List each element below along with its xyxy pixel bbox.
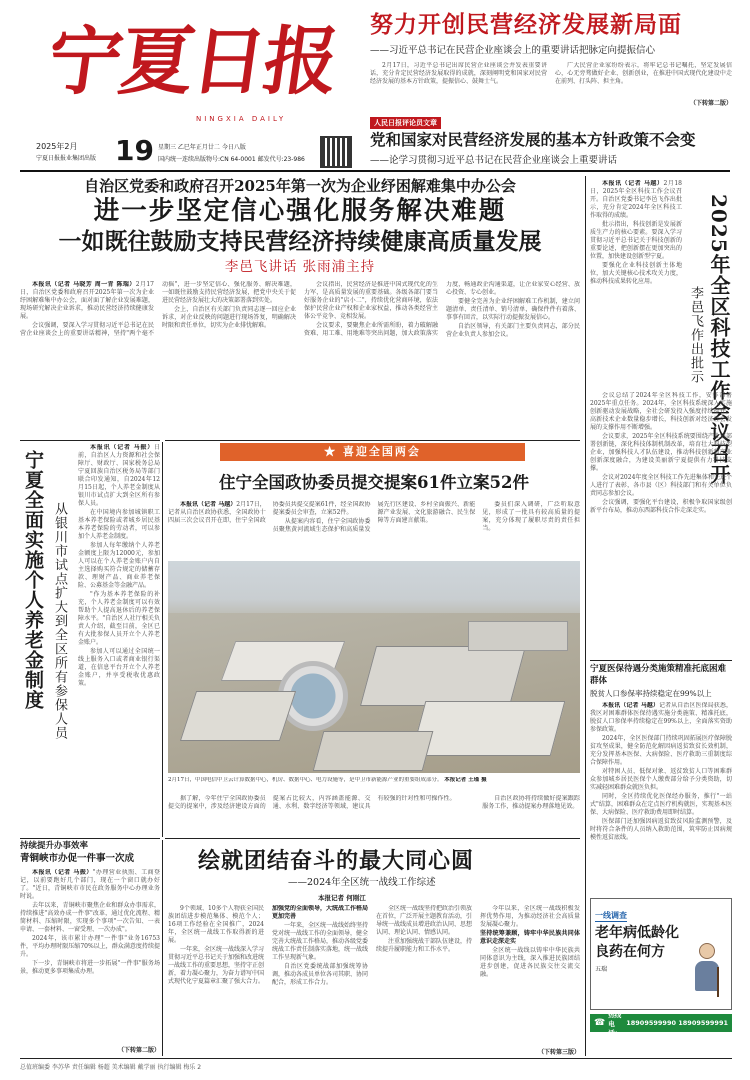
yinchuan-story[interactable] <box>20 840 160 1056</box>
cppcc-story[interactable] <box>168 443 580 836</box>
qr-code-icon[interactable] <box>320 136 352 168</box>
star-icon: ★ <box>324 445 343 458</box>
commentary-title: 党和国家对民营经济发展的基本方针政策不会变 <box>370 130 696 149</box>
cppcc-title: 住宁全国政协委员提交提案61件立案52件 <box>219 473 529 492</box>
lead-subtitle: ——习近平总书记在民营企业座谈会上的重要讲话把脉定向提振信心 <box>370 45 656 56</box>
main-body: 本报讯（记者 马晓芳 周一青 陈瑞）2月17日，自治区党委和政府召开2025年第一次为企业纾困解难集中办公会，面对面了解企业发展难题，现场研究解决企业诉求，推动民营经济持续健康发展。 会议强调，要深入学习贯彻习近平总书记在民营企业座谈会上的重要讲话精神，坚持"两个毫不动摇"，进一步坚定信心、强化服务、解决难题，一如既往鼓励支持民营经济发展，把党中央关于促进民营经济发展壮大的决策部署落到实处。 会上，自治区有关部门负责同志逐一回应企业诉求，对企业反映的问题进行现场答复，明确解决时限和责任单位，切实为企业排忧解难。 会议指出，民营经济是推进中国式现代化的生力军，是高质量发展的重要基础。各级各部门要当好服务企业的"店小二"，持续优化营商环境，依法保护民营企业产权和企业家权益，推动各类经营主体公平竞争、竞相发展。 会议要求，要聚焦企业所需所盼，着力破解融资难、用工难、用地难等突出问题，加大政策落实力度，畅通政企沟通渠道，让企业家安心经营、放心投资、专心创业。 要健全完善为企业纾困解难工作机制，建立问题清单、责任清单、销号清单，确保件件有着落、事事有回音，以实际行动提振发展信心。 自治区领导，有关部门主要负责同志，部分民营企业负责人参加会议。 <box>20 281 580 338</box>
masthead-day: 19 <box>115 134 154 167</box>
tech-story[interactable] <box>590 176 732 656</box>
united-front-subtitle: ——2024年全区统一战线工作综述 <box>288 877 436 888</box>
united-front-col-3: 全区统一战线坚持把政治引领放在首位，广泛开展主题教育活动，引导统一战线成员增进政治认同、思想认同、理论认同、情感认同。 注重加强统战干部队伍建设，持续提升履职能力和工作水平。 <box>376 905 472 953</box>
united-front-col-2: 加强党的全面领导，大统战工作格局更加完善 一年来，全区统一战线始终坚持党对统一战线工作的全面领导，健全完善大统战工作格局，推动各级党委统战工作责任制落实落地，统一战线工作呈现新气象。 自治区党委统战部加强统筹协调，推动各成员单位各司其职、协同配合，形成工作合力。 <box>272 905 368 986</box>
masthead-cn-number: 国内统一连续出版物号:CN 64-0001 邮发代号:23-986 <box>158 156 305 163</box>
masthead-pinyin: NINGXIA DAILY <box>196 115 287 123</box>
commentary-tag: 人民日报评论员文章 <box>370 117 441 129</box>
column-tag: 一线调查 <box>595 911 627 920</box>
medical-body: 本报讯（记者 马越）记者从自治区医保局获悉，我区对困难群体医保待遇实施分类施策、精准托底，脱贫人口参保率持续稳定在99%以上，全面落实资助参保政策。 2024年，全区医保部门持续巩固拓展医疗保障脱贫攻坚成果，健全防范化解因病返贫致贫长效机制，充分发挥基本医保、大病保险、医疗救助三重制度综合保障作用。 对特困人员、低保对象、返贫致贫人口等困难群众参加城乡居民医保个人缴费部分给予分类资助，切实减轻困难群众就医负担。 同时，全区持续优化医保经办服务，推行"一站式"结算，困难群众在定点医疗机构就医，实现基本医保、大病保险、医疗救助费用即时结算。 医保部门还加强因病返贫致贫风险监测预警，及时将符合条件的人员纳入救助范围，筑牢防止因病规模性返贫底线。 <box>590 702 732 841</box>
main-byline: 本报讯（记者 马晓芳 周一青 陈瑞） <box>32 281 136 288</box>
yinchuan-continue: （下转第二版） <box>117 1047 160 1054</box>
hotline-numbers: 18909599990 18909599991 <box>626 1019 728 1027</box>
lead-title: 努力开创民营经济发展新局面 <box>370 11 682 38</box>
pension-story[interactable] <box>20 442 160 837</box>
cppcc-body: 本报讯（记者 马越）2月17日，记者从自治区政协获悉，全国政协十四届三次会议召开在即，住宁全国政协委员共提交提案61件，经全国政协提案委员会审查，立案52件。 从提案内容看，住宁全国政协委员聚焦黄河流域生态保护和高质量发展先行区建设、乡村全面振兴、新能源产业发展、文化旅游融合、民生保障等方面建言献策。 委员们深入调研，广泛听取意见，形成了一批具有较高质量的提案，充分体现了履职尽责的责任担当。 <box>168 501 580 533</box>
commentary-subtitle: ——论学习贯彻习近平总书记在民营企业座谈会上重要讲话 <box>370 155 618 166</box>
masthead <box>20 8 365 168</box>
medical-title: 宁夏医保待遇分类施策精准托底困难群体 <box>590 664 727 686</box>
tech-body-top: 本报讯（记者 马越）2月18日，2025年全区科技工作会议召开。自治区党委书记李邑飞作出批示，充分肯定2024年全区科技工作取得的成绩。 批示指出，科技创新是发展新质生产力的核心要素。要深入学习贯彻习近平总书记关于科技创新的重要论述，把创新摆在更加突出的位置，加快建设创新型宁夏。 要强化企业科技创新主体地位，加大关键核心技术攻关力度，推动科技成果转化应用。 <box>590 180 682 285</box>
hotline-box[interactable] <box>590 1010 732 1037</box>
masthead-logo: 宁夏日报 <box>41 19 343 105</box>
photo-caption: 2月17日，中国电信中卫云计算数据中心，机房、数据中心、电力设施等，是中卫市新能源产业的重要组成部分。 本报记者 王瑾 摄 <box>168 777 487 783</box>
united-front-continue: （下转第三版） <box>537 1049 580 1056</box>
medical-subtitle: 脱贫人口参保率持续稳定在99%以上 <box>590 689 712 698</box>
phone-icon: ☎ <box>594 1018 606 1028</box>
data-center-photo <box>168 561 580 773</box>
tech-title: 2025年全区科技工作会议召开 <box>707 194 731 485</box>
lead-continue: （下转第二版） <box>689 100 732 107</box>
masthead-year-month: 2025年2月 <box>36 142 78 151</box>
yinchuan-body: 本报讯（记者 马振）"办理营业执照、工商登记，以前要跑好几个部门，现在一个窗口就办好了。"近日，青铜峡市市民在政务服务中心办理业务时说。 去年以来，青铜峡市聚焦企业和群众办事需求，持续推进"高效办成一件事"改革，通过优化流程、精简材料、压缩时限，实现多个事项"一次告知、一表申请、一套材料、一窗受理、一次办成"。 2024年，该市累计办理"一件事"业务16753件，平均办理时限压缩70%以上，群众满意度持续提升。 下一步，青铜峡市将进一步拓展"一件事"服务场景，推动更多事项集成办理。 <box>20 869 160 975</box>
tech-subtitle: 李邑飞作出批示 <box>688 286 703 384</box>
main-speakers: 李邑飞讲话 张雨浦主持 <box>224 259 376 275</box>
lead-body: 2月17日，习近平总书记出席民营企业座谈会并发表重要讲话，充分肯定民营经济发展取得的成就，深刻阐明党和国家对民营经济发展的基本方针政策，提振信心、鼓舞士气。 广大民营企业家纷纷表示，将牢记总书记嘱托，坚定发展信心，心无旁骛做好企业、创新创业，在推进中国式现代化建设中走在前列、打头阵、担主角。 <box>370 62 732 85</box>
masthead-publisher: 宁夏日报报业集团出版 <box>36 155 97 162</box>
united-front-story[interactable] <box>168 841 580 1056</box>
commentary[interactable] <box>370 110 732 168</box>
main-kicker: 自治区党委和政府召开2025年第一次为企业纾困解难集中办公会 <box>84 177 516 195</box>
yinchuan-title: 青铜峡市办促一件事一次成 <box>20 853 135 864</box>
united-front-col-4: 今年以来，全区统一战线积极发挥优势作用，为推动经济社会高质量发展凝心聚力。 坚持统筹兼顾，铸牢中华民族共同体意识走深走实 全区统一战线以铸牢中华民族共同体意识为主线，深入推进民族团结进步创建，促进各民族交往交流交融。 <box>480 905 580 978</box>
tech-body-bottom: 会议总结了2024年全区科技工作，安排部署2025年重点任务。2024年，全区科技系统深入实施创新驱动发展战略，全社会研发投入强度持续提升，高新技术企业数量稳步增长，科技创新对经济社会发展的支撑作用不断增强。 会议要求，2025年全区科技系统要围绕产业链部署创新链，深化科技体制机制改革，培育壮大科技型企业，加强科技人才队伍建设，推动科技创新和产业创新深度融合，为建设美丽新宁夏提供有力科技支撑。 会议对2024年度全区科技工作先进集体和先进个人进行了表彰，各市县（区）科技部门和有关单位负责同志参加会议。 会议强调，要强化平台建设，积极争取国家级创新平台布局，推动东西部科技合作走深走实。 <box>590 392 732 514</box>
hotline-label: 热线电话： <box>608 1010 622 1037</box>
cppcc-body-2: 据了解，今年住宁全国政协委员提交的提案中，涉及经济建设方面的提案占比较大，内容涵盖能源、交通、水利、数字经济等领域，建议具有较强的针对性和可操作性。 自治区政协将持续做好提案跟踪服务工作，推动提案办理落地见效。 <box>168 795 580 810</box>
cppcc-banner: ★ 喜迎全国两会 <box>220 443 525 461</box>
united-front-author: 本报记者 何刚江 <box>318 894 366 902</box>
column-title: 老年病低龄化 良药在何方 <box>595 925 679 960</box>
united-front-title: 绘就团结奋斗的最大同心圆 <box>198 848 475 874</box>
footer <box>20 1062 732 1071</box>
united-front-section-1: 加强党的全面领导，大统战工作格局更加完善 <box>272 905 368 920</box>
medical-story[interactable] <box>590 663 732 891</box>
main-headline-1: 进一步坚定信心强化服务解决难题 <box>93 196 507 226</box>
pension-subtitle: 从银川市试点扩大到全区所有参保人员 <box>52 502 67 740</box>
column-box[interactable] <box>590 898 732 1010</box>
united-front-col-1: 9个领域、10多个人物获全国民族团结进步模范集体、模范个人；16项工作经验在全国推广，2024年，全区统一战线工作取得新的进展。 一年来，全区统一战线深入学习贯彻习近平总书记关于加强和改进统一战线工作的重要思想，坚持守正创新，着力凝心聚力，为奋力谱写中国式现代化宁夏篇章汇聚了强大合力。 <box>168 905 264 985</box>
yinchuan-kicker: 持续提升办事效率 <box>20 841 89 851</box>
main-headline-2: 一如既往鼓励支持民营经济持续健康高质量发展 <box>58 228 542 255</box>
footer-text: 总值班编委 李苏华 责任编辑 杨超 美术编辑 戴学丽 执行编辑 梅乐 2 <box>20 1064 202 1071</box>
pension-body: 本报讯（记者 马振）日前，自治区人力资源和社会保障厅、财政厅、国家税务总局宁夏回族自治区税务局等部门联合印发通知，自2024年12月15日起，个人养老金制度从银川市试点扩大到全区所有参保人员。 在中国境内参加城镇职工基本养老保险或者城乡居民基本养老保险的劳动者，可以参加个人养老金制度。 参加人每年缴纳个人养老金额度上限为12000元，参加人可以在个人养老金账户内自主选择购买符合规定的储蓄存款、理财产品、商业养老保险、公募基金等金融产品。 "作为基本养老保险的补充，个人养老金制度可以有效帮助个人提高退休后的养老保障水平。"自治区人社厅相关负责人介绍，截至目前，全区已有大批参保人员开立个人养老金账户。 参加人可以通过全国统一线上服务入口或者商业银行渠道，在信息平台开立个人养老金账户，并享受税收优惠政策。 <box>78 444 160 687</box>
united-front-section-2: 坚持统筹兼顾，铸牢中华民族共同体意识走深走实 <box>480 930 580 945</box>
elder-illustration-icon <box>689 943 725 999</box>
pension-title: 宁夏全面实施个人养老金制度 <box>22 450 44 710</box>
masthead-weekday: 星期三 乙巳年正月廿二 今日八版 <box>158 144 246 151</box>
column-author: 五瑞 <box>595 966 608 973</box>
main-story[interactable] <box>20 176 580 440</box>
lead-story[interactable] <box>370 10 732 110</box>
